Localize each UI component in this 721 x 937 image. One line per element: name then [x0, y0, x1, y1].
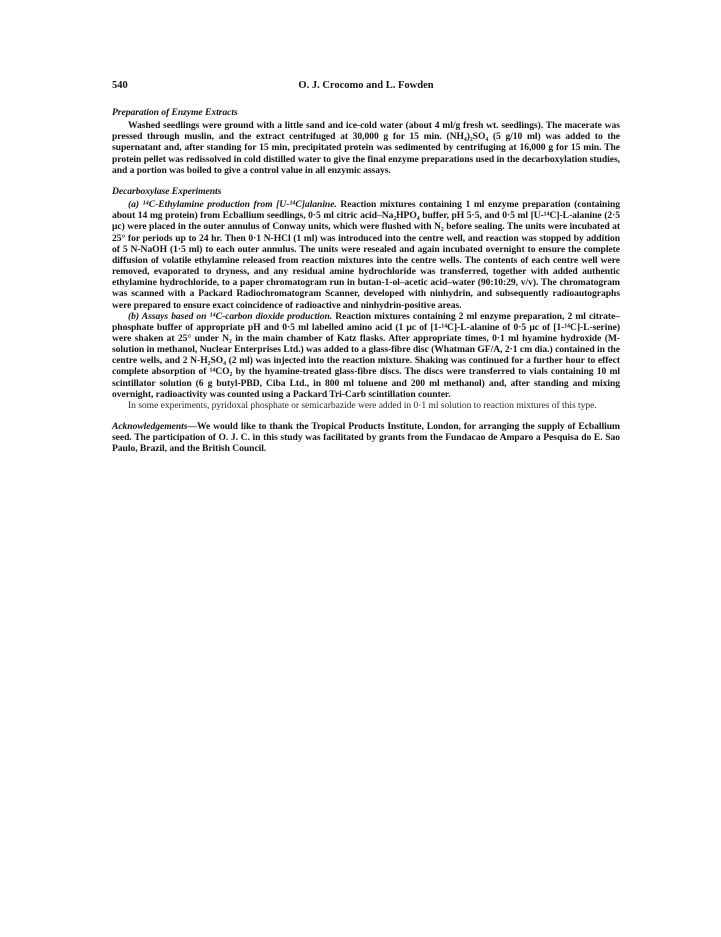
article-body	[112, 107, 620, 455]
paragraph-co2-assays-text: Reaction mixtures containing 2 ml enzyme preparation, 2 ml citrate–phosphate buffer of appropriate pH and 0·5 ml labelled amino acid (1 μc of [1-¹⁴C]-L-alanine of 0·5 μc of [1-¹⁴C]-L-serine) were shaken at 25° under N₂ in the main chamber of Katz flasks. After appropriate times, 0·1 ml hyamine hydroxide (M-solution in methanol, Nuclear Enterprises Ltd.) was added to a glass-fibre disc (Whatman GF/A, 2·1 cm dia.) contained in the centre wells, and 2 N-H₂SO₄ (2 ml) was injected into the reaction mixture. Shaking was continued for a further hour to effect complete absorption of ¹⁴CO₂ by the hyamine-treated glass-fibre discs. The discs were transferred to vials containing 10 ml scintillator solution (6 g butyl-PBD, Ciba Ltd., in 800 ml toluene and 200 ml methanol) and, after standing and mixing overnight, radioactivity was counted using a Packard Tri-Carb scintillation counter.	[112, 310, 620, 400]
page-number: 540	[112, 80, 128, 91]
paragraph-co2-assays	[112, 311, 620, 400]
paragraph-pyridoxal: In some experiments, pyridoxal phosphate or semicarbazide were added in 0·1 ml solution to reaction mixtures of this type.	[128, 399, 597, 411]
page-header	[112, 80, 620, 94]
acknowledgements-text: —We would like to thank the Tropical Products Institute, London, for arranging the supply of Ecballium seed. The participation of O. J. C. in this study was facilitated by grants from the Fundacao de Amparo a Pesquisa do E. Sao Paulo, Brazil, and the British Council.	[112, 421, 620, 455]
subheading-ethylamine: (a) ¹⁴C-Ethylamine production from [U-¹⁴C]alanine.	[128, 199, 337, 211]
subheading-co2-assays: (b) Assays based on ¹⁴C-carbon dioxide production.	[128, 310, 333, 322]
section-heading-enzyme-extracts: Preparation of Enzyme Extracts	[112, 107, 238, 118]
paragraph-enzyme-extracts: Washed seedlings were ground with a little sand and ice-cold water (about 4 ml/g fresh wt. seedlings). The macerate was pressed through muslin, and the extract centrifuged at 30,000 g for 15 min. (NH₄)₂SO₄ (5 g/10 ml) was added to the supernatant and, after standing for 15 min, precipitated protein was sedimented by centrifuging at 16,000 g for 15 min. The protein pellet was redissolved in cold distilled water to give the final enzyme preparations used in the decarboxylation studies, and a portion was boiled to give a control value in all enzymic assays.	[112, 120, 620, 176]
acknowledgements	[112, 421, 620, 454]
paragraph-ethylamine	[112, 199, 620, 311]
paragraph-ethylamine-text: Reaction mixtures containing 1 ml enzyme preparation (containing about 14 mg protein) from Ecballium seedlings, 0·5 ml citric acid–Na₂HPO₄ buffer, pH 5·5, and 0·5 ml [U-¹⁴C]-L-alanine (2·5 μc) were placed in the outer annulus of Conway units, which were flushed with N₂ before sealing. The units were incubated at 25° for periods up to 24 hr. Then 0·1 N-HCl (1 ml) was introduced into the centre well, and reaction was stopped by addition of 5 N-NaOH (1·5 ml) to each outer annulus. The units were resealed and again incubated overnight to ensure the complete diffusion of volatile ethylamine released from reaction mixtures into the centre wells. The contents of each centre well were removed, evaporated to dryness, and any residual amine hydrochloride was transferred, together with added authentic ethylamine hydrochloride, to a paper chromatogram run in butan-1-ol–acetic acid–water (90:10:29, v/v). The chromatogram was scanned with a Packard Radiochromatogram Scanner, developed with ninhydrin, and subsequently radioautographs were prepared to ensure exact coincidence of radioactive and ninhydrin-positive areas.	[112, 199, 620, 311]
running-head: O. J. Crocomo and L. Fowden	[298, 80, 434, 91]
section-heading-decarboxylase: Decarboxylase Experiments	[112, 185, 222, 197]
acknowledgements-label: Acknowledgements	[112, 421, 188, 433]
